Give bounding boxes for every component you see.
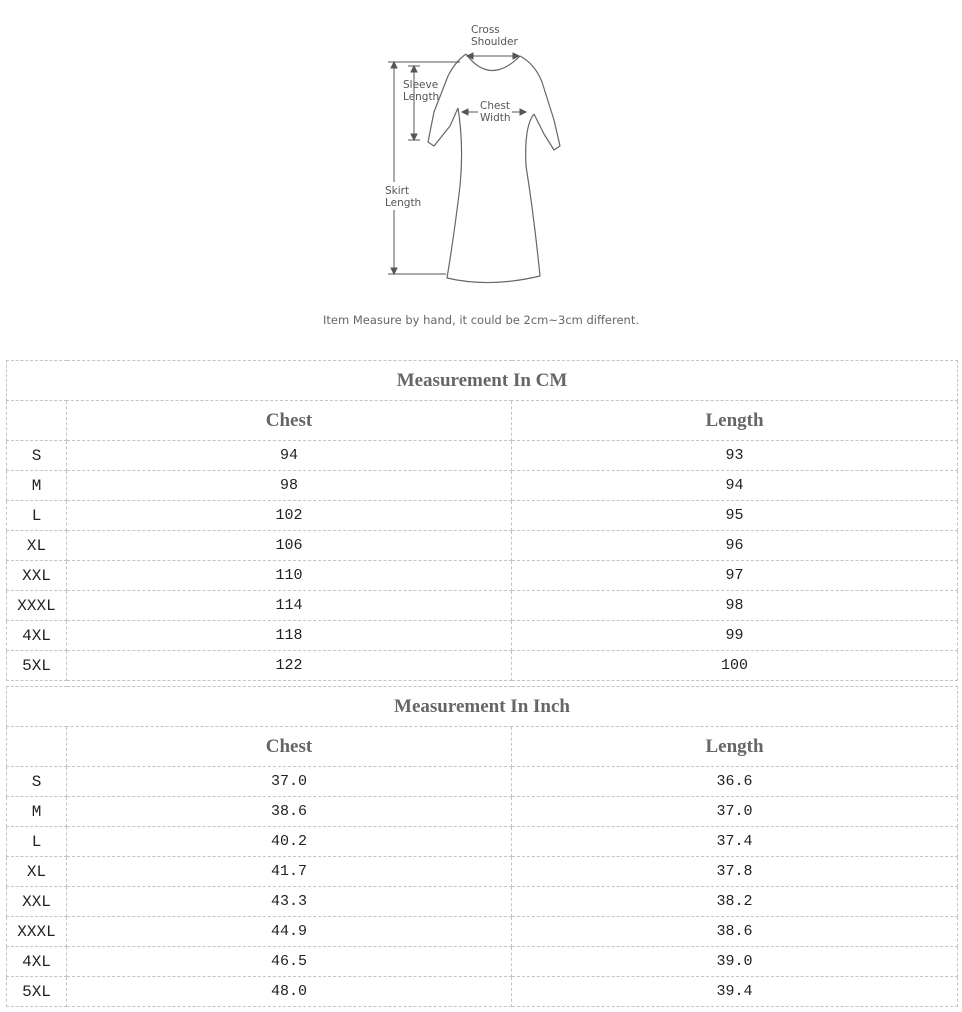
sleeve-length-label-line1: Sleeve [403,79,439,91]
chest-cell: 110 [67,561,512,591]
length-cell: 96 [512,531,958,561]
size-table-inch [6,686,958,1007]
size-header-empty [7,401,67,441]
table-row [7,531,958,561]
chest-width-label-line1: Chest [480,100,511,112]
length-cell: 98 [512,591,958,621]
size-cell: L [7,501,67,531]
table-row [7,471,958,501]
dress-outline [428,54,560,283]
table-row [7,441,958,471]
size-cell: 4XL [7,621,67,651]
table-row [7,887,958,917]
table-row [7,827,958,857]
size-cell: M [7,797,67,827]
table-row [7,917,958,947]
table-row [7,501,958,531]
size-cell: 5XL [7,977,67,1007]
chest-cell: 94 [67,441,512,471]
sleeve-length-arrow [408,66,420,140]
chest-cell: 43.3 [67,887,512,917]
chest-cell: 48.0 [67,977,512,1007]
table-row [7,651,958,681]
size-cell: L [7,827,67,857]
skirt-length-label-line2: Length [385,197,422,209]
size-cell: XL [7,857,67,887]
length-cell: 38.2 [512,887,958,917]
chest-cell: 44.9 [67,917,512,947]
size-cell: XXL [7,887,67,917]
chest-cell: 114 [67,591,512,621]
size-cell: S [7,767,67,797]
size-cell: 4XL [7,947,67,977]
measurement-note: Item Measure by hand, it could be 2cm~3cm different. [322,313,640,327]
table-row [7,977,958,1007]
size-cell: XL [7,531,67,561]
chest-cell: 122 [67,651,512,681]
chest-cell: 118 [67,621,512,651]
cross-shoulder-arrow [467,53,519,59]
chest-cell: 41.7 [67,857,512,887]
chest-cell: 37.0 [67,767,512,797]
size-header-empty [7,727,67,767]
length-cell: 95 [512,501,958,531]
length-cell: 37.8 [512,857,958,887]
table-row [7,947,958,977]
dress-measurement-diagram [330,16,630,296]
table-row [7,767,958,797]
chest-cell: 38.6 [67,797,512,827]
size-cell: 5XL [7,651,67,681]
chest-cell: 98 [67,471,512,501]
table-row [7,591,958,621]
size-cell: XXL [7,561,67,591]
sleeve-length-label-line2: Length [403,91,440,103]
chest-cell: 46.5 [67,947,512,977]
cross-shoulder-label-line1: Cross [471,24,500,36]
length-cell: 93 [512,441,958,471]
length-cell: 39.4 [512,977,958,1007]
column-header-length: Length [512,727,958,767]
table-title: Measurement In CM [7,361,958,401]
length-cell: 97 [512,561,958,591]
size-cell: XXXL [7,917,67,947]
length-cell: 39.0 [512,947,958,977]
chest-cell: 106 [67,531,512,561]
table-row [7,797,958,827]
length-cell: 37.0 [512,797,958,827]
cross-shoulder-label-line2: Shoulder [471,36,518,48]
column-header-chest: Chest [67,727,512,767]
table-row [7,621,958,651]
chest-cell: 102 [67,501,512,531]
size-table-cm [6,360,958,681]
length-cell: 94 [512,471,958,501]
chest-width-label-line2: Width [480,112,511,124]
length-cell: 100 [512,651,958,681]
column-header-length: Length [512,401,958,441]
table-row [7,857,958,887]
length-cell: 36.6 [512,767,958,797]
table-row [7,561,958,591]
size-cell: S [7,441,67,471]
length-cell: 38.6 [512,917,958,947]
column-header-chest: Chest [67,401,512,441]
chest-cell: 40.2 [67,827,512,857]
length-cell: 37.4 [512,827,958,857]
size-cell: M [7,471,67,501]
size-cell: XXXL [7,591,67,621]
length-cell: 99 [512,621,958,651]
table-title: Measurement In Inch [7,687,958,727]
skirt-length-label-line1: Skirt [385,185,410,197]
